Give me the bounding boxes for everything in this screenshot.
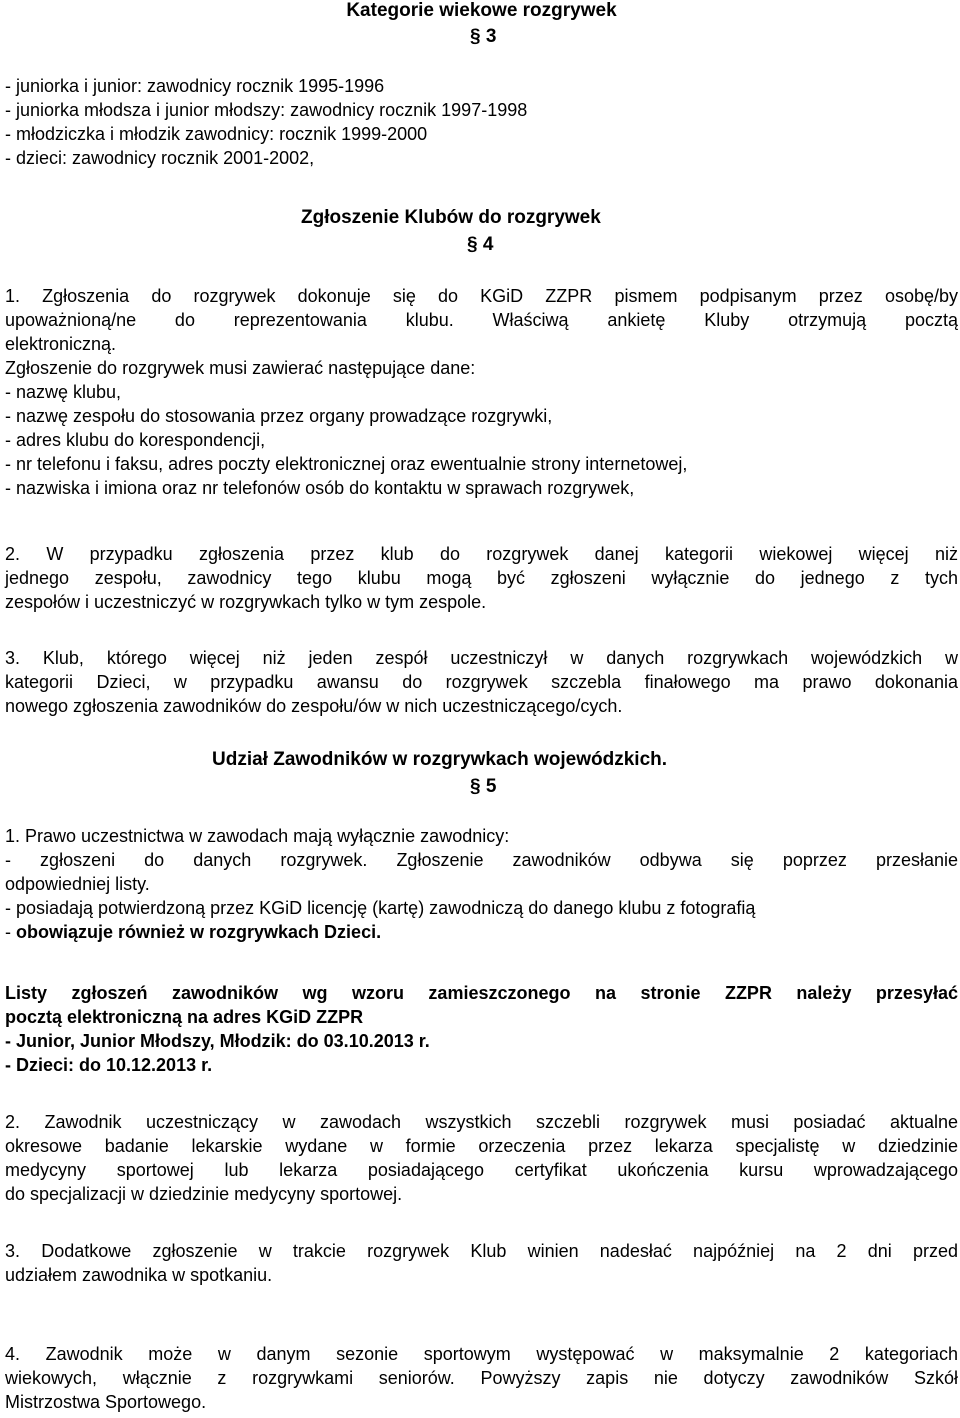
section-3-title: Kategorie wiekowe rozgrywek (346, 0, 617, 21)
section-5-paragraph-4 (5, 1342, 958, 1414)
section-4-paragraph-3 (5, 646, 958, 718)
paragraph-line: 1. Prawo uczestnictwa w zawodach mają wyłącznie zawodnicy: (5, 826, 510, 846)
section-4-number: § 4 (467, 234, 494, 255)
section-5-paragraph-1 (5, 824, 958, 944)
paragraph-line: jednego zespołu, zawodnicy tego klubu mogą być zgłoszeni wyłącznie do jednego z tych (5, 568, 958, 588)
age-category-item: - juniorka i junior: zawodnicy rocznik 1995-1996 (5, 76, 385, 96)
notice-line: pocztą elektroniczną na adres KGiD ZZPR (5, 1007, 364, 1027)
paragraph-line: nowego zgłoszenia zawodników do zespołu/ów w nich uczestniczącego/cych. (5, 696, 623, 716)
paragraph-line: - posiadają potwierdzoną przez KGiD licencję (kartę) zawodniczą do danego klubu z fotografią (5, 898, 756, 918)
age-category-item: - dzieci: zawodnicy rocznik 2001-2002, (5, 148, 315, 168)
notice-deadline: - Junior, Junior Młodszy, Młodzik: do 03.10.2013 r. (5, 1031, 430, 1051)
paragraph-line: elektroniczną. (5, 334, 117, 354)
bold-text: obowiązuje również w rozgrywkach Dzieci. (16, 922, 382, 942)
notice-deadline: - Dzieci: do 10.12.2013 r. (5, 1055, 213, 1075)
paragraph-line: 2. W przypadku zgłoszenia przez klub do rozgrywek danej kategorii wiekowej więcej niż (5, 544, 958, 564)
data-item: - nazwę klubu, (5, 382, 122, 402)
age-category-list (5, 74, 527, 170)
paragraph-line: kategorii Dzieci, w przypadku awansu do rozgrywek szczebla finałowego ma prawo dokonania (5, 672, 958, 692)
section-3-number: § 3 (470, 26, 497, 47)
paragraph-line: wiekowych, włącznie z rozgrywkami seniorów. Powyższy zapis nie dotyczy zawodników Szkół (5, 1368, 958, 1388)
age-category-item: - młodziczka i młodzik zawodnicy: rocznik 1999-2000 (5, 124, 428, 144)
paragraph-line: 2. Zawodnik uczestniczący w zawodach wszystkich szczebli rozgrywek musi posiadać aktualne (5, 1112, 958, 1132)
data-item: - nazwę zespołu do stosowania przez organy prowadzące rozgrywki, (5, 406, 553, 426)
paragraph-line: zespołów i uczestniczyć w rozgrywkach tylko w tym zespole. (5, 592, 487, 612)
paragraph-line: udziałem zawodnika w spotkaniu. (5, 1265, 273, 1285)
paragraph-line: - zgłoszeni do danych rozgrywek. Zgłoszenie zawodników odbywa się poprzez przesłanie (5, 850, 958, 870)
data-item: - nr telefonu i faksu, adres poczty elektronicznej oraz ewentualnie strony internetowej, (5, 454, 688, 474)
paragraph-line: 4. Zawodnik może w danym sezonie sportowym występować w maksymalnie 2 kategoriach (5, 1344, 958, 1364)
paragraph-line: do specjalizacji w dziedzinie medycyny sportowej. (5, 1184, 403, 1204)
section-5-paragraph-2 (5, 1110, 958, 1206)
paragraph-line: 3. Klub, którego więcej niż jeden zespół uczestniczył w danych rozgrywkach wojewódzkich w (5, 648, 958, 668)
age-category-item: - juniorka młodsza i junior młodszy: zawodnicy rocznik 1997-1998 (5, 100, 528, 120)
data-item: - nazwiska i imiona oraz nr telefonów osób do kontaktu w sprawach rozgrywek, (5, 478, 635, 498)
paragraph-line: okresowe badanie lekarskie wydane w formie orzeczenia przez lekarza specjalistę w dziedzinie (5, 1136, 958, 1156)
data-item: - adres klubu do korespondencji, (5, 430, 266, 450)
section-4-paragraph-1 (5, 284, 958, 500)
submission-notice (5, 981, 958, 1077)
notice-line: Listy zgłoszeń zawodników wg wzoru zamieszczonego na stronie ZZPR należy przesyłać (5, 983, 958, 1003)
paragraph-line: Mistrzostwa Sportowego. (5, 1392, 207, 1412)
paragraph-line: upoważnioną/ne do reprezentowania klubu. Właściwą ankietę Kluby otrzymują pocztą (5, 310, 958, 330)
paragraph-line: medycyny sportowej lub lekarza posiadającego certyfikat ukończenia kursu wprowadzającego (5, 1160, 958, 1180)
section-4-paragraph-2 (5, 542, 958, 614)
section-5-paragraph-3 (5, 1239, 958, 1287)
paragraph-line: - obowiązuje również w rozgrywkach Dzieci. (5, 922, 382, 942)
data-intro: Zgłoszenie do rozgrywek musi zawierać następujące dane: (5, 358, 476, 378)
paragraph-line: 3. Dodatkowe zgłoszenie w trakcie rozgrywek Klub winien nadesłać najpóźniej na 2 dni przed (5, 1241, 958, 1261)
section-5-number: § 5 (470, 776, 497, 797)
paragraph-line: 1. Zgłoszenia do rozgrywek dokonuje się do KGiD ZZPR pismem podpisanym przez osobę/by (5, 286, 958, 306)
paragraph-line: odpowiedniej listy. (5, 874, 150, 894)
